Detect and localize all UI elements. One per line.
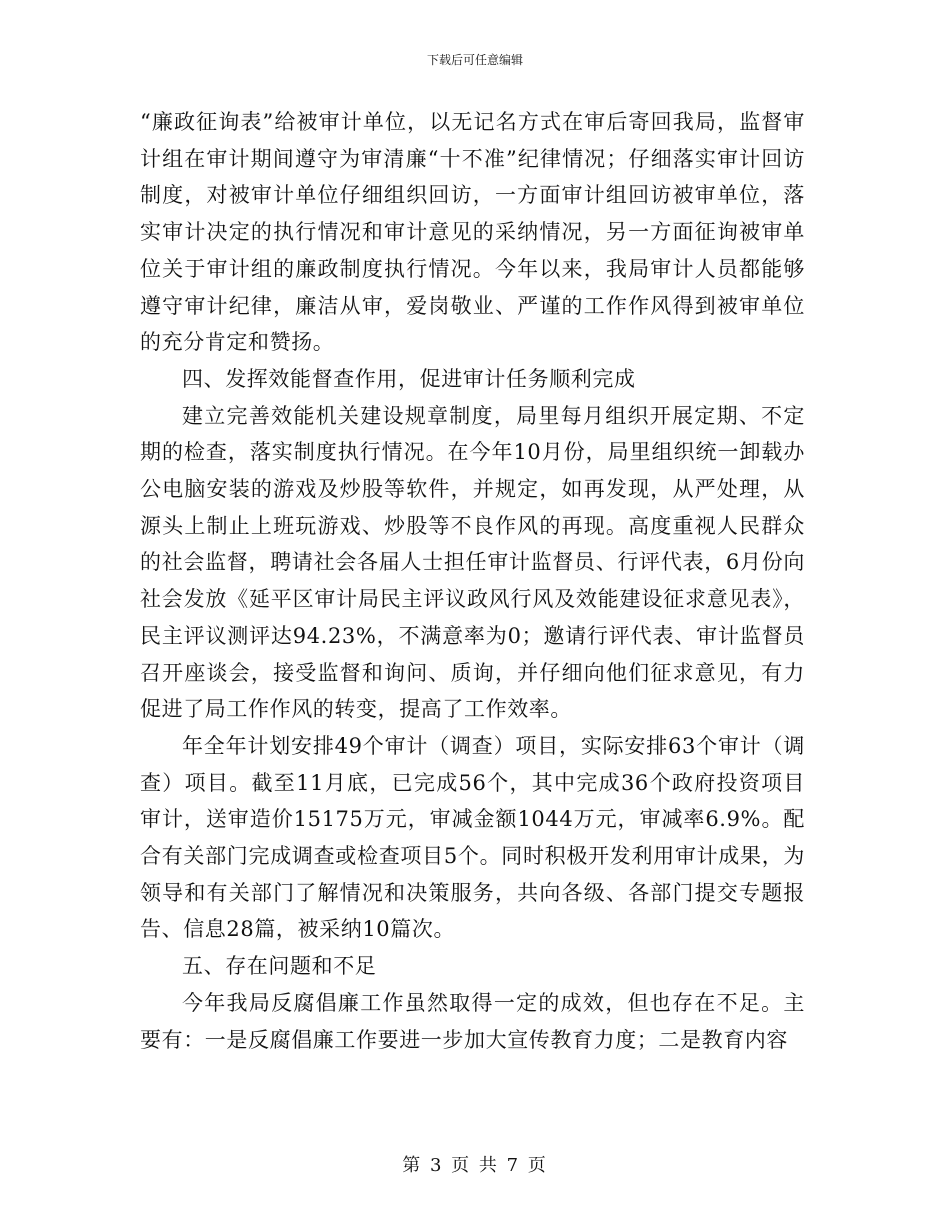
section-heading-four: 四、发挥效能督查作用，促进审计任务顺利完成 xyxy=(182,366,636,391)
paragraph-efficiency: 建立完善效能机关建设规章制度，局里每月组织开展定期、不定期的检查，落实制度执行情况。在今年10月份，局里组织统一卸载办公电脑安装的游戏及炒股等软件，并规定，如再发现，从严处理，从源头上制止上班玩游戏、炒股等不良作风的再现。高度重视人民群众的社会监督，聘请社会各届人士担任审计监督员、行评代表，6月份向社会发放《延平区审计局民主评议政风行风及效能建设征求意见表》，民主评议测评达94.23%，不满意率为0；邀请行评代表、审计监督员召开座谈会，接受监督和询问、质询，并仔细向他们征求意见，有力促进了局工作作风的转变，提高了工作效率。 xyxy=(140,403,805,722)
section-heading-five: 五、存在问题和不足 xyxy=(182,954,377,979)
page-header: 下载后可任意编辑 xyxy=(426,53,523,67)
paragraph-shortcomings: 今年我局反腐倡廉工作虽然取得一定的成效，但也存在不足。主要有：一是反腐倡廉工作要进一步加大宣传教育力度；二是教育内容 xyxy=(140,990,805,1052)
paragraph-audit-projects: 年全年计划安排49个审计（调查）项目，实际安排63个审计（调查）项目。截至11月底，已完成56个，其中完成36个政府投资项目审计，送审造价15175万元，审减金额1044万元，审减率6.9%。配合有关部门完成调查或检查项目5个。同时积极开发利用审计成果，为领导和有关部门了解情况和决策服务，共向各级、各部门提交专题报告、信息28篇，被采纳10篇次。 xyxy=(140,733,805,942)
paragraph-continuation: “廉政征询表”给被审计单位，以无记名方式在审后寄回我局，监督审计组在审计期间遵守为审清廉“十不准”纪律情况；仔细落实审计回访制度，对被审计单位仔细组织回访，一方面审计组回访被审单位，落实审计决定的执行情况和审计意见的采纳情况，另一方面征询被审单位关于审计组的廉政制度执行情况。今年以来，我局审计人员都能够遵守审计纪律，廉洁从审，爱岗敬业、严谨的工作作风得到被审单位的充分肯定和赞扬。 xyxy=(140,110,805,355)
page-number-footer: 第 3 页 共 7 页 xyxy=(402,1155,548,1176)
document-body xyxy=(140,104,805,1058)
